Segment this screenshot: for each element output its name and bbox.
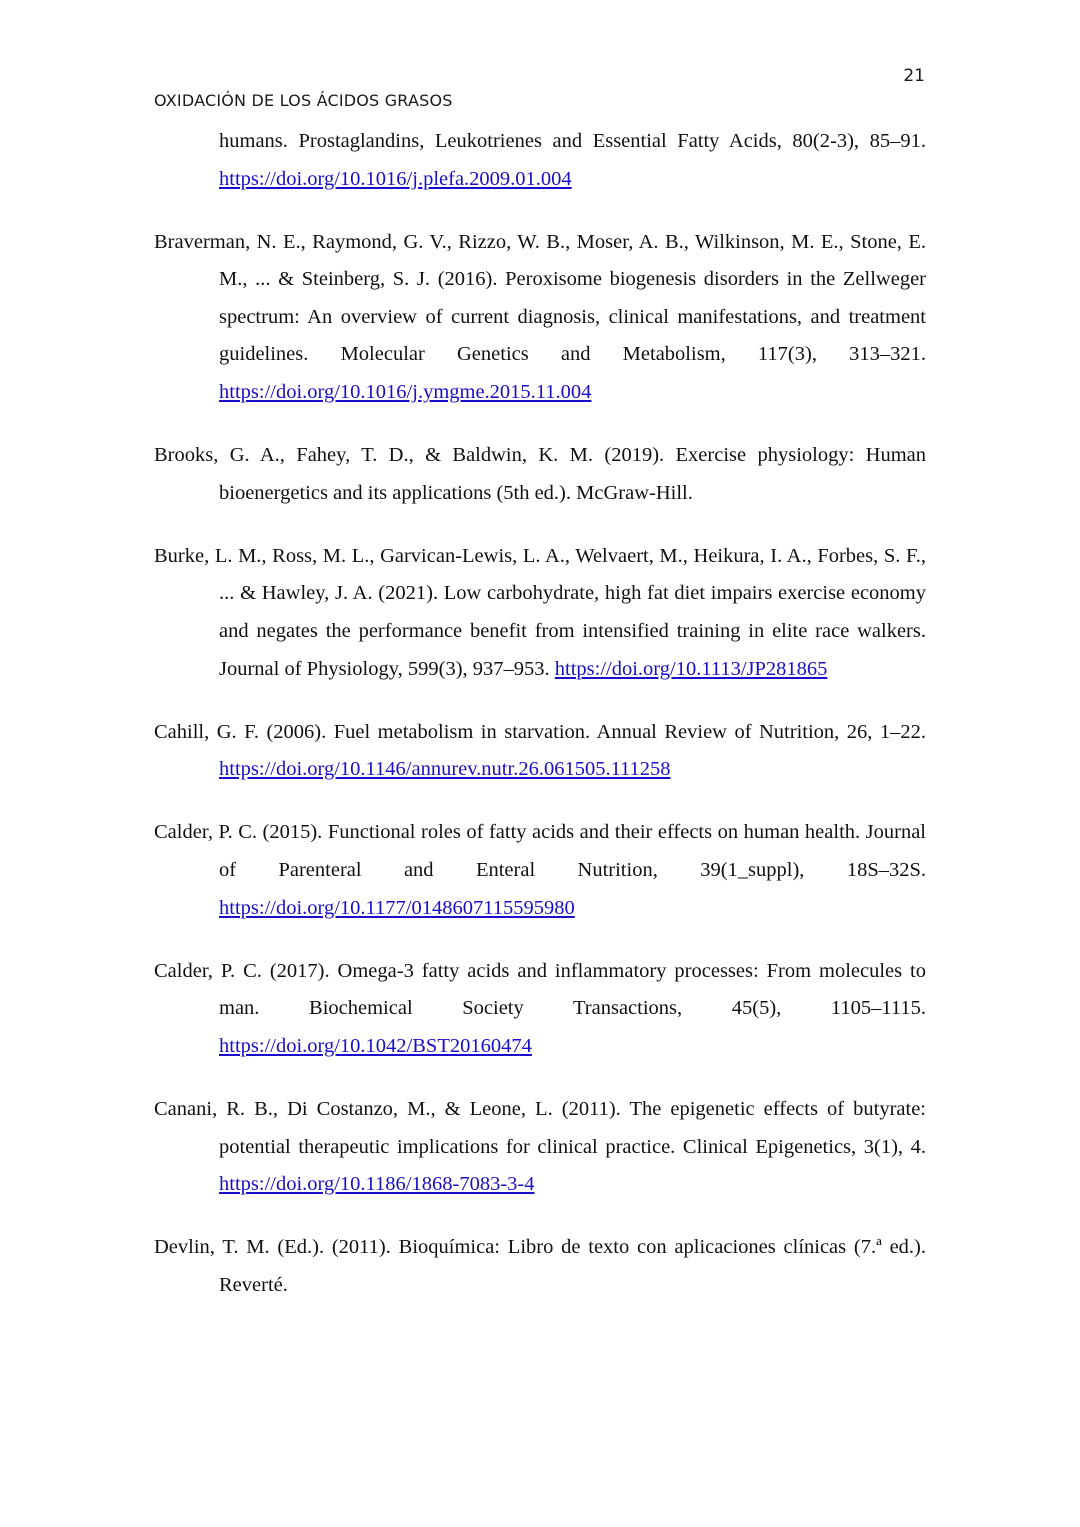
doi-link[interactable]: https://doi.org/10.1016/j.ymgme.2015.11.004: [219, 381, 592, 404]
reference-text: Canani, R. B., Di Costanzo, M., & Leone, L. (2011). The epigenetic effects of butyrate: potential therapeutic implications for clinical practice. Clinical Epigenetics, 3(1), 4.: [154, 1097, 926, 1158]
reference-text: humans. Prostaglandins, Leukotrienes and Essential Fatty Acids, 80(2-3), 85–91.: [219, 130, 926, 152]
reference-entry: [154, 224, 926, 412]
doi-link[interactable]: https://doi.org/10.1146/annurev.nutr.26.061505.111258: [219, 758, 671, 781]
reference-text: Brooks, G. A., Fahey, T. D., & Baldwin, K. M. (2019). Exercise physiology: Human bioenergetics and its applications (5th ed.). McGraw-Hill.: [154, 444, 926, 504]
doi-link[interactable]: https://doi.org/10.1016/j.plefa.2009.01.004: [219, 167, 572, 190]
reference-entry: [154, 123, 926, 198]
reference-text: Calder, P. C. (2017). Omega-3 fatty acids and inflammatory processes: From molecules to man. Biochemical Society Transactions, 45(5), 1105–1115.: [154, 959, 926, 1020]
reference-entry: [154, 538, 926, 688]
reference-entry: [154, 1091, 926, 1204]
running-header: OXIDACIÓN DE LOS ÁCIDOS GRASOS: [154, 91, 453, 110]
reference-entry: [154, 953, 926, 1066]
reference-text: Devlin, T. M. (Ed.). (2011). Bioquímica: Libro de texto con aplicaciones clínicas (7.ª ed.). Reverté.: [154, 1236, 926, 1296]
doi-link[interactable]: https://doi.org/10.1186/1868-7083-3-4: [219, 1173, 535, 1196]
doi-link[interactable]: https://doi.org/10.1042/BST20160474: [219, 1034, 532, 1057]
reference-entry: [154, 714, 926, 789]
reference-text: Calder, P. C. (2015). Functional roles of fatty acids and their effects on human health. Journal of Parenteral and Enteral Nutrition, 39(1_suppl), 18S–32S.: [154, 821, 926, 881]
doi-link[interactable]: https://doi.org/10.1113/JP281865: [554, 657, 828, 680]
doi-link[interactable]: https://doi.org/10.1177/0148607115595980: [219, 896, 575, 919]
page-number: 21: [903, 66, 925, 86]
reference-entry: [154, 814, 926, 927]
reference-text: Burke, L. M., Ross, M. L., Garvican-Lewis, L. A., Welvaert, M., Heikura, I. A., Forbes, S. F., ... & Hawley, J. A. (2021). Low carbohydrate, high fat diet impairs exercise economy and negates the performance benefit from intensified training in elite race walkers. Journal of Physiology, 599(3), 937–953.: [154, 544, 926, 680]
reference-text: Cahill, G. F. (2006). Fuel metabolism in starvation. Annual Review of Nutrition, 26, 1–22.: [154, 720, 926, 743]
reference-text: Braverman, N. E., Raymond, G. V., Rizzo, W. B., Moser, A. B., Wilkinson, M. E., Stone, E. M., ... & Steinberg, S. J. (2016). Peroxisome biogenesis disorders in the Zellweger spectrum: An overview of current diagnosis, clinical manifestations, and treatment guidelines. Molecular Genetics and Metabolism, 117(3), 313–321.: [154, 230, 926, 366]
reference-entry: [154, 1229, 926, 1304]
reference-entry: [154, 437, 926, 512]
reference-list: [154, 123, 926, 1330]
